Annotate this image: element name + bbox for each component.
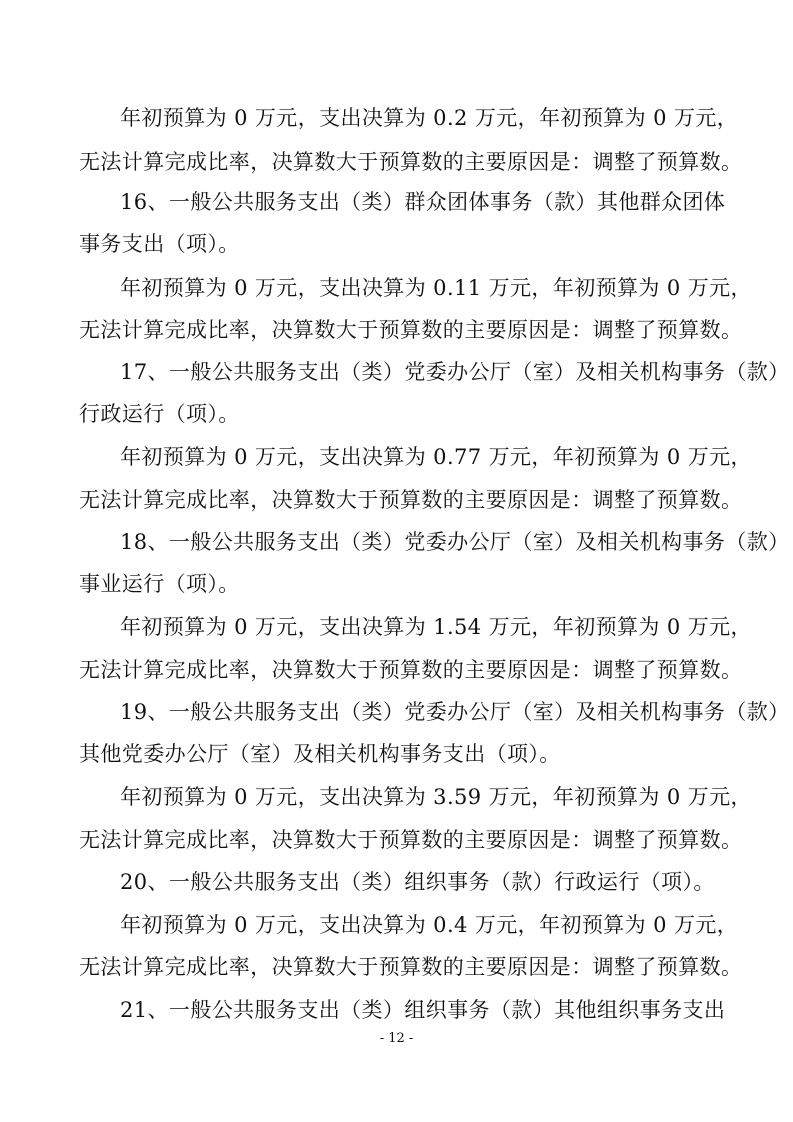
section-heading-line: 20、一般公共服务支出（类）组织事务（款）行政运行（项）。 [120, 870, 715, 894]
section-heading-line: 事务支出（项）。 [79, 232, 240, 256]
paragraph-line: 年初预算为 0 万元，支出决算为 0.77 万元，年初预算为 0 万元， [120, 445, 752, 469]
section-heading-line: 17、一般公共服务支出（类）党委办公厅（室）及相关机构事务（款） [120, 360, 790, 384]
section-heading-line: 21、一般公共服务支出（类）组织事务（款）其他组织事务支出 [120, 998, 726, 1022]
paragraph-line: 无法计算完成比率，决算数大于预算数的主要原因是：调整了预算数。 [79, 488, 743, 512]
paragraph-line: 年初预算为 0 万元，支出决算为 0.2 万元，年初预算为 0 万元， [120, 106, 739, 130]
section-heading-line: 事业运行（项）。 [79, 572, 240, 596]
section-heading-line: 19、一般公共服务支出（类）党委办公厅（室）及相关机构事务（款） [120, 700, 790, 724]
section-heading-line: 18、一般公共服务支出（类）党委办公厅（室）及相关机构事务（款） [120, 530, 790, 554]
paragraph-line: 无法计算完成比率，决算数大于预算数的主要原因是：调整了预算数。 [79, 658, 743, 682]
paragraph-line: 年初预算为 0 万元，支出决算为 0.11 万元，年初预算为 0 万元， [120, 276, 752, 300]
paragraph-line: 年初预算为 0 万元，支出决算为 3.59 万元，年初预算为 0 万元， [120, 785, 752, 809]
page-number: - 12 - [379, 1031, 414, 1046]
paragraph-line: 年初预算为 0 万元，支出决算为 1.54 万元，年初预算为 0 万元， [120, 615, 752, 639]
paragraph-line: 无法计算完成比率，决算数大于预算数的主要原因是：调整了预算数。 [79, 828, 743, 852]
paragraph-line: 无法计算完成比率，决算数大于预算数的主要原因是：调整了预算数。 [79, 955, 743, 979]
section-heading-line: 其他党委办公厅（室）及相关机构事务支出（项）。 [79, 742, 561, 766]
paragraph-line: 无法计算完成比率，决算数大于预算数的主要原因是：调整了预算数。 [79, 318, 743, 342]
paragraph-line: 年初预算为 0 万元，支出决算为 0.4 万元，年初预算为 0 万元， [120, 913, 739, 937]
section-heading-line: 16、一般公共服务支出（类）群众团体事务（款）其他群众团体 [120, 190, 726, 214]
section-heading-line: 行政运行（项）。 [79, 402, 240, 426]
paragraph-line: 无法计算完成比率，决算数大于预算数的主要原因是：调整了预算数。 [79, 150, 743, 174]
